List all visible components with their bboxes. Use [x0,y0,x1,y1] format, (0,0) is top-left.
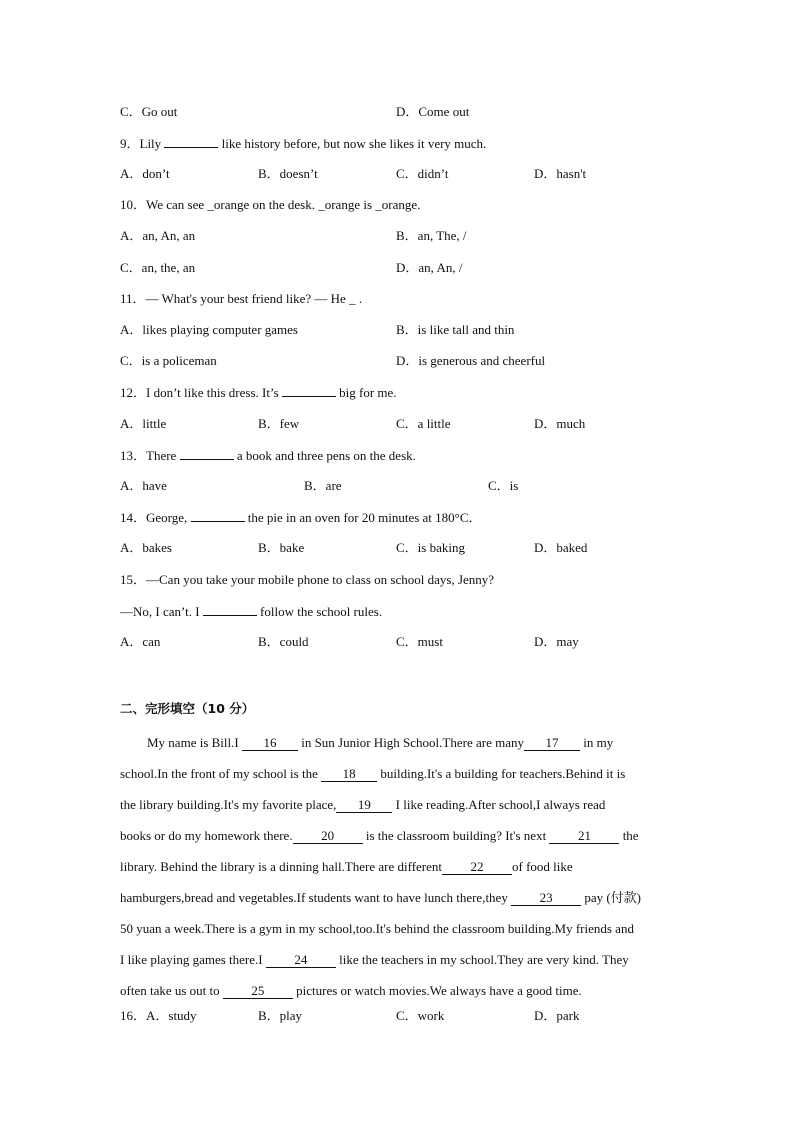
passage-text: pictures or watch movies.We always have a good time. [292,983,582,998]
q13-stem [120,445,680,465]
q12-option-a: A．little [120,416,167,431]
q10-options-row1 [120,226,680,246]
cloze-blank-22: 22 [442,859,512,875]
passage-line-4 [120,820,675,851]
q15-option-d: D．may [534,634,579,649]
passage-text: I like playing games there.I [120,952,266,967]
q15-blank [203,601,257,616]
q12-stem-pre: 12．I don’t like this dress. It’s [120,385,279,400]
q14-option-d: D．baked [534,540,588,555]
q11-option-b: B．is like tall and thin [396,322,515,337]
q10-option-d: D．an, An, / [396,260,463,275]
passage-text: in Sun Junior High School.There are many [297,735,524,750]
q11-stem: 11．— What's your best friend like? — He _ . [120,291,363,306]
q9-option-c: C．didn’t [396,166,449,181]
cloze-blank-17: 17 [524,735,580,751]
q16-options [120,1006,680,1026]
cloze-blank-16: 16 [242,735,298,751]
q11-options-row2 [120,351,680,371]
q14-stem-pre: 14．George, [120,510,188,525]
cloze-blank-19: 19 [336,797,392,813]
cloze-blank-20: 20 [293,828,363,844]
q13-option-a: A．have [120,478,167,493]
q12-option-b: B．few [258,416,300,431]
passage-line-1 [120,727,675,758]
q15-stem-line1: 15．—Can you take your mobile phone to class on school days, Jenny? [120,572,495,587]
passage-text: in my [579,735,614,750]
q10-option-c: C．an, the, an [120,260,196,275]
q9-stem-post: like history before, but now she likes it very much. [221,136,487,151]
q15-stem-post: follow the school rules. [260,604,383,619]
passage-line-8 [120,944,675,975]
passage-line-2 [120,758,675,789]
q12-option-c: C．a little [396,416,451,431]
q14-option-b: B．bake [258,540,305,555]
passage-text: school.In the front of my school is the [120,766,322,781]
q15-option-a: A．can [120,634,161,649]
cloze-blank-23: 23 [511,890,581,906]
q11-option-c: C．is a policeman [120,353,217,368]
q15-option-b: B．could [258,634,309,649]
cloze-passage [120,727,675,1006]
passage-text: often take us out to [120,983,223,998]
q14-option-c: C．is baking [396,540,465,555]
passage-line-7: 50 yuan a week.There is a gym in my school,too.It's behind the classroom building.My friends and [120,921,634,936]
q16-option-b: B．play [258,1008,303,1023]
q12-blank [282,382,336,397]
passage-line-5 [120,851,675,882]
passage-text: building.It's a building for teachers.Behind it is [377,766,626,781]
cloze-blank-24: 24 [266,952,336,968]
q15-stem-line2 [120,601,680,621]
q13-blank [180,445,234,460]
q8-options-row2 [120,102,680,122]
q9-option-b: B．doesn’t [258,166,318,181]
q8-option-c: C．Go out [120,104,178,119]
passage-text: pay (付款) [581,890,642,905]
q15-stem-pre: —No, I can’t. I [120,604,200,619]
q15-option-c: C．must [396,634,443,649]
q9-options [120,164,680,184]
q16-option-c: C．work [396,1008,445,1023]
q12-stem-post: big for me. [339,385,397,400]
passage-line-3 [120,789,675,820]
passage-text: like the teachers in my school.They are very kind. They [335,952,629,967]
q11-option-a: A．likes playing computer games [120,322,298,337]
q12-options [120,414,680,434]
q12-stem [120,382,680,402]
passage-line-9 [120,975,675,1006]
q9-option-a: A．don’t [120,166,170,181]
passage-text: of food like [512,859,573,874]
cloze-blank-21: 21 [549,828,619,844]
q16-option-d: D．park [534,1008,580,1023]
passage-text: the library building.It's my favorite place, [120,797,337,812]
q16-option-a: 16．A．study [120,1008,197,1023]
q11-option-d: D．is generous and cheerful [396,353,546,368]
q10-option-b: B．an, The, / [396,228,467,243]
q8-option-d: D．Come out [396,104,470,119]
q13-option-b: B．are [304,478,342,493]
q14-blank [191,507,245,522]
passage-text: is the classroom building? It's next [362,828,550,843]
passage-text: I like reading.After school,I always read [392,797,606,812]
passage-text: hamburgers,bread and vegetables.If students want to have lunch there,they [120,890,512,905]
q10-options-row2 [120,258,680,278]
q9-blank [164,133,218,148]
passage-line-6 [120,882,675,913]
q13-option-c: C．is [488,478,519,493]
q14-stem [120,507,680,527]
passage-text: the [619,828,639,843]
q9-stem-pre: 9．Lily [120,136,162,151]
q12-option-d: D．much [534,416,586,431]
section-2-title: 二、完形填空（10 分） [120,701,255,716]
cloze-blank-25: 25 [223,983,293,999]
q10-stem: 10．We can see _orange on the desk. _orange is _orange. [120,197,421,212]
q13-options [120,476,680,496]
q14-options [120,538,680,558]
q13-stem-pre: 13．There [120,448,177,463]
q15-options [120,632,680,652]
passage-text: My name is Bill.I [147,735,242,750]
passage-text: books or do my homework there. [120,828,293,843]
q10-option-a: A．an, An, an [120,228,196,243]
q9-option-d: D．hasn't [534,166,587,181]
q14-option-a: A．bakes [120,540,172,555]
q9-stem [120,133,680,153]
q13-stem-post: a book and three pens on the desk. [236,448,416,463]
q14-stem-post: the pie in an oven for 20 minutes at 180°C． [247,510,482,525]
passage-text: library. Behind the library is a dinning hall.There are different [120,859,442,874]
q11-options-row1 [120,320,680,340]
cloze-blank-18: 18 [321,766,377,782]
